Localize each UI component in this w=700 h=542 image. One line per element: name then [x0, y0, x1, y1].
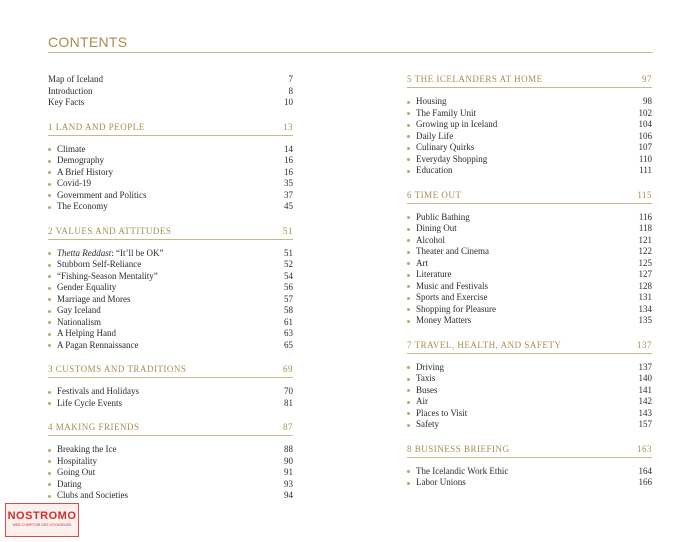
section-page: 13	[283, 121, 293, 132]
entry-page: 107	[638, 142, 652, 152]
toc-entry[interactable]	[48, 490, 293, 502]
right-column	[407, 74, 652, 489]
entry-label: “Fishing-Season Mentality”	[48, 271, 158, 283]
entry-label: Dating	[48, 479, 82, 491]
entry-label: Places to Visit	[407, 408, 467, 420]
toc-entry[interactable]	[48, 398, 293, 410]
toc-entry[interactable]	[407, 396, 652, 408]
section-page: 51	[283, 225, 293, 236]
toc-entry[interactable]	[48, 201, 293, 213]
entry-page: 137	[638, 361, 652, 372]
entry-label: Demography	[48, 155, 104, 167]
entry-label: Alcohol	[407, 235, 445, 247]
entry-page: 127	[638, 269, 652, 279]
entry-label: Clubs and Societies	[48, 490, 128, 502]
entry-page: 98	[643, 96, 652, 106]
toc-entry[interactable]	[48, 74, 293, 86]
entry-page: 70	[284, 386, 293, 396]
toc-entry[interactable]	[407, 119, 652, 131]
toc-section	[48, 122, 293, 213]
logo-name: NOSTROMO	[7, 510, 77, 522]
entry-page: 37	[284, 189, 293, 200]
entry-page: 93	[284, 478, 293, 489]
entry-label: Introduction	[48, 85, 93, 96]
entry-label: Driving	[407, 362, 444, 374]
toc-entry[interactable]	[48, 340, 293, 352]
toc-entry[interactable]	[48, 328, 293, 340]
entry-page: 16	[284, 166, 293, 177]
toc-section	[48, 364, 293, 409]
toc-entry[interactable]	[407, 258, 652, 270]
right-sections	[407, 74, 652, 489]
entry-page: 90	[284, 455, 293, 466]
page-title: CONTENTS	[48, 34, 128, 50]
entry-page: 63	[284, 328, 293, 338]
entry-page: 94	[284, 490, 293, 500]
entry-label: Climate	[48, 144, 86, 156]
entry-label: Festivals and Holidays	[48, 386, 139, 398]
toc-entry[interactable]	[407, 362, 652, 374]
entry-label: Taxis	[407, 373, 435, 385]
toc-entry[interactable]	[48, 305, 293, 317]
entry-page: 57	[284, 293, 293, 304]
toc-section	[48, 226, 293, 352]
toc-entry[interactable]	[407, 408, 652, 420]
entry-page: 88	[284, 444, 293, 454]
toc-entry[interactable]	[407, 142, 652, 154]
entry-page: 141	[638, 384, 652, 395]
entry-label: Shopping for Pleasure	[407, 304, 496, 316]
entry-page: 118	[638, 223, 652, 233]
toc-entry[interactable]	[407, 96, 652, 108]
entry-page: 8	[288, 85, 293, 96]
entry-label: Everyday Shopping	[407, 154, 487, 166]
entry-label: Nationalism	[48, 317, 101, 329]
toc-entry[interactable]	[407, 165, 652, 177]
entry-page: 128	[638, 280, 652, 291]
toc-entry[interactable]	[48, 86, 293, 98]
entry-page: 121	[638, 234, 652, 245]
entry-label: Growing up in Iceland	[407, 119, 497, 131]
entry-page: 7	[288, 74, 293, 84]
section-page: 97	[642, 74, 652, 84]
entry-page: 91	[284, 467, 293, 477]
entry-label: Music and Festivals	[407, 281, 488, 293]
entry-label: Air	[407, 396, 428, 408]
entry-label: A Pagan Rennaissance	[48, 340, 138, 352]
section-title: 6 TIME OUT	[407, 189, 462, 200]
section-page: 87	[283, 422, 293, 432]
entry-label: Breaking the Ice	[48, 444, 116, 456]
toc-section	[407, 74, 652, 177]
entry-page: 131	[638, 292, 652, 302]
entry-page: 116	[638, 211, 652, 222]
entry-label: The Icelandic Work Ethic	[407, 466, 508, 478]
entry-page: 10	[284, 97, 293, 107]
toc-entry[interactable]	[48, 467, 293, 479]
toc-entry[interactable]	[407, 373, 652, 385]
entry-page: 61	[284, 316, 293, 327]
toc-entry[interactable]	[407, 315, 652, 327]
entry-page: 106	[638, 130, 652, 141]
nostromo-logo	[5, 503, 79, 537]
entry-page: 58	[284, 305, 293, 315]
entry-page: 125	[638, 257, 652, 268]
toc-entry[interactable]	[407, 304, 652, 316]
section-title: 1 LAND AND PEOPLE	[48, 121, 145, 132]
entry-label: Thetta Reddast: “It’ll be OK”	[48, 248, 163, 260]
logo-tagline: WEB COMPTOIR DES VOYAGEURS	[12, 523, 72, 527]
section-heading[interactable]	[407, 190, 652, 203]
entry-label: Stubborn Self-Reliance	[48, 259, 141, 271]
toc-entry[interactable]	[407, 281, 652, 293]
entry-page: 102	[638, 107, 652, 118]
section-heading[interactable]	[48, 364, 293, 377]
toc-entry[interactable]	[48, 144, 293, 156]
toc-entry[interactable]	[48, 190, 293, 202]
toc-entry[interactable]	[48, 167, 293, 179]
toc-section	[48, 422, 293, 502]
entry-label: The Family Unit	[407, 108, 476, 120]
front-matter-list	[48, 74, 293, 109]
entry-label: Dining Out	[407, 223, 457, 235]
entry-label: The Economy	[48, 201, 108, 213]
entry-label: Key Facts	[48, 97, 85, 107]
toc-entry[interactable]	[407, 466, 652, 478]
left-sections	[48, 122, 293, 502]
entry-label: Life Cycle Events	[48, 398, 122, 410]
toc-entry[interactable]	[48, 444, 293, 456]
section-title: 7 TRAVEL, HEALTH, AND SAFETY	[407, 339, 562, 350]
entry-page: 110	[638, 153, 652, 164]
toc-entry[interactable]	[407, 419, 652, 431]
entry-page: 142	[638, 396, 652, 406]
entry-label: Going Out	[48, 467, 95, 479]
entry-label: Marriage and Mores	[48, 294, 130, 306]
entry-label: Map of Iceland	[48, 74, 103, 84]
entry-label: Buses	[407, 385, 438, 397]
entry-page: 164	[638, 465, 652, 476]
entry-label: Safety	[407, 419, 439, 431]
entry-page: 45	[284, 201, 293, 211]
toc-entry[interactable]	[48, 178, 293, 190]
toc-entry[interactable]	[48, 294, 293, 306]
entry-label: Hospitality	[48, 456, 97, 468]
entry-label: Public Bathing	[407, 212, 470, 224]
toc-entry[interactable]	[407, 246, 652, 258]
entry-page: 52	[284, 259, 293, 269]
toc-entry[interactable]	[407, 154, 652, 166]
entry-page: 81	[284, 397, 293, 408]
entry-label: Education	[407, 165, 453, 177]
entry-page: 122	[638, 246, 652, 256]
entry-label: A Brief History	[48, 167, 113, 179]
title-divider	[48, 52, 653, 53]
toc-entry[interactable]	[407, 131, 652, 143]
toc-entry[interactable]	[407, 385, 652, 397]
entry-label: Literature	[407, 269, 451, 281]
toc-entry[interactable]	[407, 223, 652, 235]
toc-entry[interactable]	[48, 155, 293, 167]
toc-entry[interactable]	[48, 479, 293, 491]
section-title: 2 VALUES AND ATTITUDES	[48, 225, 172, 236]
toc-entry[interactable]	[48, 386, 293, 398]
entry-page: 65	[284, 339, 293, 350]
entry-label: Daily Life	[407, 131, 453, 143]
toc-entry[interactable]	[48, 259, 293, 271]
section-title: 8 BUSINESS BRIEFING	[407, 443, 510, 454]
entry-label: Gay Iceland	[48, 305, 101, 317]
section-heading[interactable]	[48, 422, 293, 435]
toc-entry[interactable]	[407, 477, 652, 489]
entry-label: Theater and Cinema	[407, 246, 489, 258]
entry-page: 56	[284, 282, 293, 292]
section-title: 3 CUSTOMS AND TRADITIONS	[48, 364, 187, 374]
toc-entry[interactable]	[48, 317, 293, 329]
section-heading[interactable]	[407, 74, 652, 87]
entry-label: Housing	[407, 96, 447, 108]
entry-page: 111	[639, 165, 652, 175]
entry-page: 51	[284, 247, 293, 258]
entry-label: Government and Politics	[48, 190, 147, 202]
entry-page: 166	[638, 477, 652, 487]
entry-page: 54	[284, 270, 293, 281]
section-page: 163	[637, 443, 652, 454]
section-title: 4 MAKING FRIENDS	[48, 422, 140, 432]
entry-label: Sports and Exercise	[407, 292, 487, 304]
section-page: 137	[637, 339, 652, 350]
toc-entry[interactable]	[407, 292, 652, 304]
toc-entry[interactable]	[407, 269, 652, 281]
section-heading[interactable]	[48, 122, 293, 135]
toc-entry[interactable]	[407, 235, 652, 247]
section-title: 5 THE ICELANDERS AT HOME	[407, 74, 543, 84]
toc-section	[407, 340, 652, 431]
toc-section	[407, 190, 652, 327]
entry-page: 104	[638, 119, 652, 129]
entry-label: Money Matters	[407, 315, 471, 327]
entry-page: 14	[284, 143, 293, 154]
entry-page: 35	[284, 178, 293, 188]
toc-entry[interactable]	[407, 108, 652, 120]
left-column	[48, 74, 293, 502]
section-page: 115	[637, 189, 652, 200]
entry-page: 16	[284, 155, 293, 165]
toc-entry[interactable]	[48, 456, 293, 468]
section-heading[interactable]	[48, 226, 293, 239]
toc-entry[interactable]	[407, 212, 652, 224]
entry-label: Culinary Quirks	[407, 142, 474, 154]
entry-page: 143	[638, 407, 652, 418]
toc-entry[interactable]	[48, 271, 293, 283]
entry-page: 157	[638, 419, 652, 429]
toc-section	[407, 444, 652, 489]
entry-label: A Helping Hand	[48, 328, 116, 340]
entry-label: Art	[407, 258, 428, 270]
entry-page: 134	[638, 303, 652, 314]
entry-label: Covid-19	[48, 178, 91, 190]
toc-entry[interactable]	[48, 97, 293, 109]
entry-page: 135	[638, 315, 652, 325]
section-page: 69	[283, 364, 293, 374]
entry-label: Labor Unions	[407, 477, 466, 489]
entry-page: 140	[638, 373, 652, 383]
entry-label: Gender Equality	[48, 282, 116, 294]
toc-entry[interactable]	[48, 248, 293, 260]
section-heading[interactable]	[407, 340, 652, 353]
toc-entry[interactable]	[48, 282, 293, 294]
section-heading[interactable]	[407, 444, 652, 457]
